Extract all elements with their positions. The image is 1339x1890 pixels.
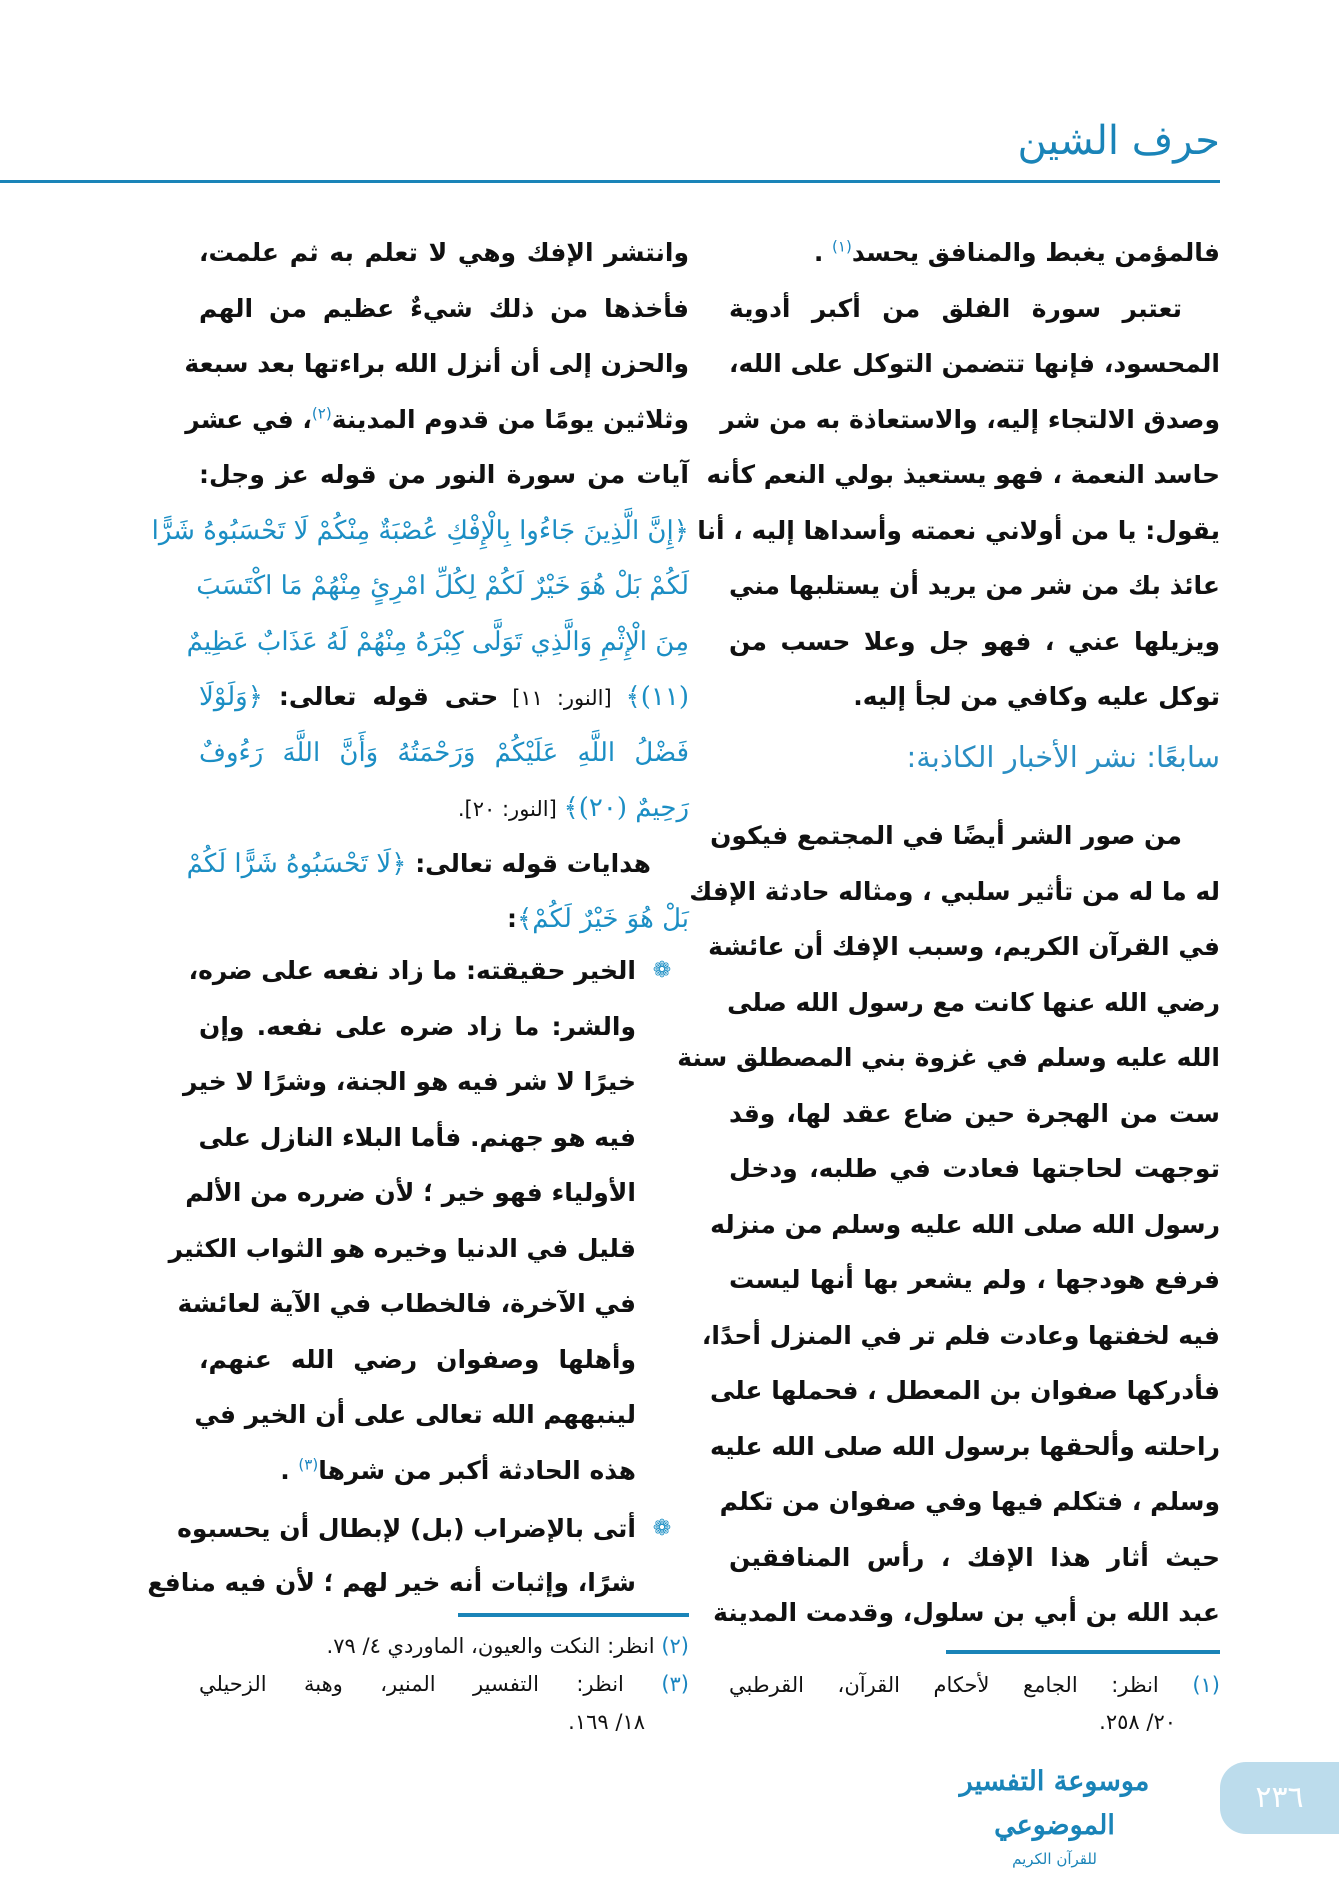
text-line: وأهلها وصفوان رضي الله عنهم، [199,1345,636,1374]
quran-verse: بَلْ هُوَ خَيْرٌ لَكُمْ﴾ [517,904,689,934]
left-column [147,0,689,1890]
text-line [199,780,689,836]
text-line: ويزيلها عني ، فهو جل وعلا حسب من [729,627,1220,656]
text-segment: . [280,1456,299,1485]
text-line [186,836,689,892]
text-line: فيه لخفتها وعادت فلم تر في المنزل أحدًا، [701,1321,1220,1350]
footnote-divider [946,1650,1220,1654]
text-line: رسول الله صلى الله عليه وسلم من منزله [710,1210,1220,1239]
footnote-number: (٣) [661,1672,689,1696]
text-line: أتى بالإضراب (بل) لإبطال أن يحسبوه [177,1514,636,1543]
text-line [196,558,689,614]
text-line [186,614,689,670]
text-line: الله عليه وسلم في غزوة بني المصطلق سنة [677,1043,1220,1072]
logo-subtitle: للقرآن الكريم [1012,1850,1097,1868]
text-line: خيرًا لا شر فيه هو الجنة، وشرًا لا خير [183,1067,636,1096]
quran-verse: ﴿وَلَوْلَا [199,682,263,712]
page-number: ٢٣٦ [1220,1762,1339,1834]
text-line: وانتشر الإفك وهي لا تعلم به ثم علمت، [199,238,689,267]
text-line: في القرآن الكريم، وسبب الإفك أن عائشة [708,932,1220,961]
footnote-ref[interactable]: (١) [832,237,852,256]
text-line: آيات من سورة النور من قوله عز وجل: [199,460,689,489]
text-line: من صور الشر أيضًا في المجتمع فيكون [710,821,1182,850]
footnote-number: (١) [1192,1673,1220,1697]
quran-verse: رَحِيمٌ (٢٠)﴾ [563,793,689,823]
text-line [729,225,1220,281]
quran-verse: لَكُمْ بَلْ هُوَ خَيْرٌ لَكُمْ لِكُلِّ امْرِئٍ مِنْهُمْ مَا اكْتَسَبَ [196,571,689,601]
text-line: ست من الهجرة حين ضاع عقد لها، وقد [729,1099,1220,1128]
text-line: المحسود، فإنها تتضمن التوكل على الله، [729,349,1220,378]
text-line: شرًا، وإثبات أنه خير لهم ؛ لأن فيه منافع [147,1568,636,1597]
text-segment: : [507,904,518,933]
footnote-divider [458,1613,689,1617]
text-line: قليل في الدنيا وخيره هو الثواب الكثير [168,1234,636,1263]
text-segment: هدايات قوله تعالى: [406,849,651,878]
text-line: الأولياء فهو خير ؛ لأن ضرره من الألم [185,1178,636,1207]
footnote-line [199,1626,689,1666]
logo-title: موسوعة التفسير الموضوعي [959,1766,1150,1841]
text-line [199,725,689,781]
quran-verse: مِنَ الْإِثْمِ وَالَّذِي تَوَلَّى كِبْرَهُ مِنْهُمْ لَهُ عَذَابٌ عَظِيمٌ [186,627,689,657]
text-line: في الآخرة، فالخطاب في الآية لعائشة [177,1289,636,1318]
text-line: وصدق الالتجاء إليه، والاستعاذة به من شر [720,405,1220,434]
text-line: فرفع هودجها ، ولم يشعر بها أنها ليست [729,1265,1220,1294]
text-line: والشر: ما زاد ضره على نفعه. وإن [199,1012,636,1041]
quran-verse: (١١)﴾ [625,682,689,712]
quran-verse: فَضْلُ اللَّهِ عَلَيْكُمْ وَرَحْمَتُهُ وَأَنَّ اللَّهَ رَءُوفٌ [199,738,689,768]
footnote-line: ١٨/ ١٦٩. [568,1710,645,1734]
text-segment: وثلاثين يومًا من قدوم المدينة [331,405,689,434]
footnote-ref[interactable]: (٢) [311,404,332,423]
text-line [199,669,689,725]
text-line: لينبههم الله تعالى على أن الخير في [194,1400,636,1429]
text-line [151,503,689,559]
text-line: والحزن إلى أن أنزل الله براءتها بعد سبعة [184,349,689,378]
text-line: فيه هو جهنم. فأما البلاء النازل على [198,1123,636,1152]
footnote-line [199,1664,689,1704]
text-line: حاسد النعمة ، فهو يستعيذ بولي النعم كأنه [706,460,1220,489]
text-line [185,392,689,448]
text-line: رضي الله عنها كانت مع رسول الله صلى [727,988,1220,1017]
text-segment: هذه الحادثة أكبر من شرها [318,1456,636,1485]
text-segment: انظر: النكت والعيون، الماوردي ٤/ ٧٩. [326,1634,662,1658]
text-line: فأخذها من ذلك شيءٌ عظيم من الهم [199,294,689,323]
encyclopedia-logo [934,1760,1175,1868]
text-segment: فالمؤمن يغبط والمنافق يحسد [851,238,1220,267]
footnote-line: ٢٠/ ٢٥٨. [1099,1710,1176,1734]
text-segment: حتى قوله تعالى: [262,682,499,711]
text-line: توكل عليه وكافي من لجأ إليه. [853,682,1220,711]
text-line: عائذ بك من شر من يريد أن يستلبها مني [729,571,1220,600]
chapter-title: حرف الشين [1017,118,1220,164]
text-line: حيث أثار هذا الإفك ، رأس المنافقين [729,1543,1220,1572]
text-line: له ما له من تأثير سلبي ، ومثاله حادثة الإفك [689,877,1220,906]
text-line: راحلته وألحقها برسول الله صلى الله عليه [709,1432,1220,1461]
text-line: الخير حقيقته: ما زاد نفعه على ضره، [188,956,636,985]
text-line [199,1443,636,1499]
flower-bullet-icon: ❁ [652,1516,672,1541]
quran-verse: ﴿إِنَّ الَّذِينَ جَاءُوا بِالْإِفْكِ عُصْبَةٌ مِنْكُمْ لَا تَحْسَبُوهُ شَرًّا [151,516,689,546]
text-line: فأدركها صفوان بن المعطل ، فحملها على [709,1376,1220,1405]
text-line: وسلم ، فتكلم فيها وفي صفوان من تكلم [719,1487,1220,1516]
quran-verse: ﴿لَا تَحْسَبُوهُ شَرًّا لَكُمْ [186,849,407,879]
text-segment: انظر: الجامع لأحكام القرآن، القرطبي [729,1673,1193,1697]
verse-reference: [النور: ٢٠]. [457,797,564,821]
text-line: تعتبر سورة الفلق من أكبر أدوية [729,294,1182,323]
text-line: توجهت لحاجتها فعادت في طلبه، ودخل [729,1154,1220,1183]
footnote-ref[interactable]: (٣) [298,1455,319,1474]
text-line [199,891,689,947]
text-line: عبد الله بن أبي بن سلول، وقدمت المدينة [713,1598,1220,1627]
verse-reference: [النور: ١١] [498,686,626,710]
text-segment: ، في عشر [185,405,312,434]
footnote-number: (٢) [661,1634,689,1658]
section-heading: سابعًا: نشر الأخبار الكاذبة: [906,740,1220,774]
text-segment: انظر: التفسير المنير، وهبة الزحيلي [199,1672,662,1696]
right-column [677,0,1220,1890]
text-line: يقول: يا من أولاني نعمته وأسداها إليه ، أنا [697,516,1220,545]
text-segment: . [813,238,833,267]
flower-bullet-icon: ❁ [652,958,672,983]
footnote-line [729,1665,1220,1705]
